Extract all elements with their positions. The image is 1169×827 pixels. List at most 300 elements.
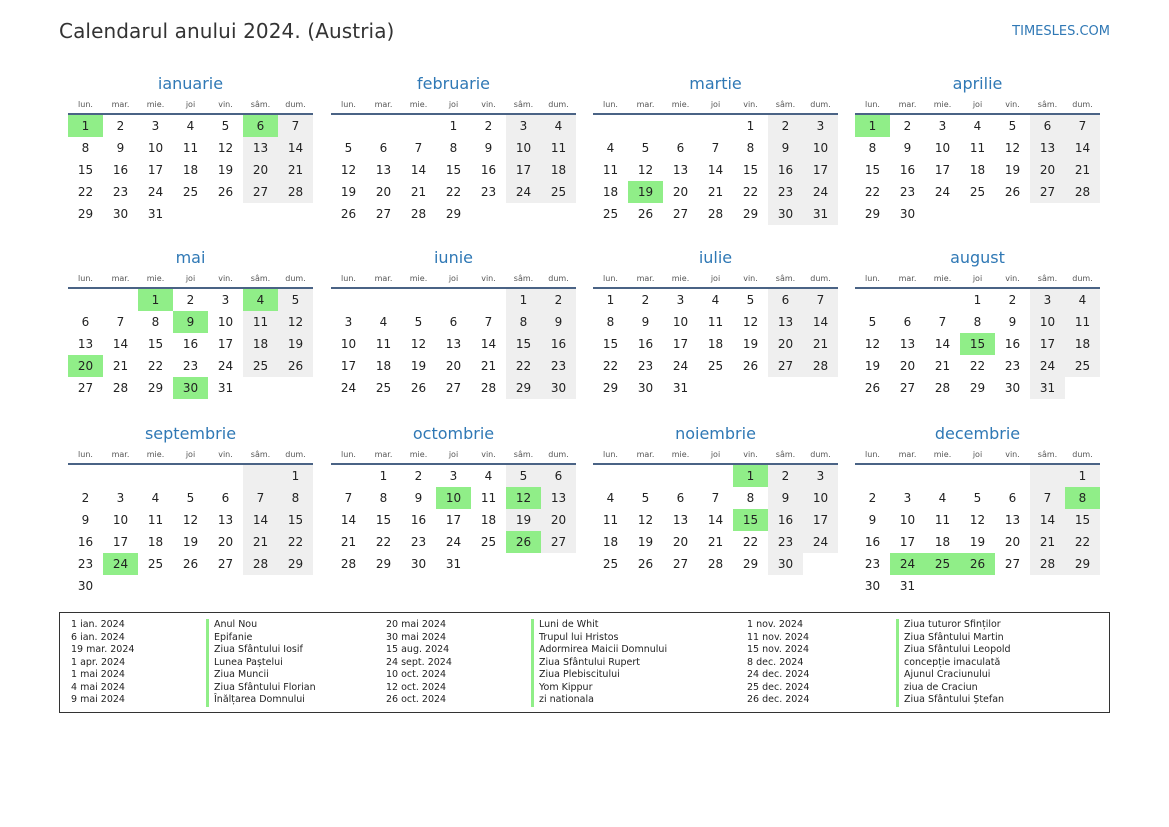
calendar-day: 22 (445, 185, 462, 199)
weekday-label: dum. (810, 274, 831, 283)
month-martie (593, 74, 838, 225)
calendar-day: 18 (602, 185, 619, 199)
weekday-label: lun. (865, 450, 880, 459)
calendar-day: 11 (541, 137, 576, 159)
empty-day (208, 465, 243, 487)
calendar-day: 25 (602, 557, 619, 571)
weekday-label: sâm. (250, 100, 271, 109)
calendar-day: 28 (340, 557, 357, 571)
empty-day (698, 115, 733, 137)
calendar-day: 29 (506, 377, 541, 399)
calendar-day: 10 (340, 337, 357, 351)
legend-holiday-name: Epifanie (206, 632, 316, 645)
calendar-day: 22 (969, 359, 986, 373)
calendar-day: 9 (868, 513, 877, 527)
legend-date: 8 dec. 2024 (747, 656, 804, 668)
calendar-day: 2 (81, 491, 90, 505)
calendar-day: 30 (541, 377, 576, 399)
day-grid (855, 465, 1100, 597)
calendar-day: 4 (973, 119, 982, 133)
calendar-day: 2 (186, 293, 195, 307)
calendar-day: 15 (506, 333, 541, 355)
calendar-day: 5 (746, 293, 755, 307)
empty-day (331, 115, 366, 137)
weekday-header (68, 99, 313, 115)
calendar-day: 1 (379, 469, 388, 483)
legend-date: 1 mai 2024 (71, 669, 125, 680)
legend-holiday-name: Ziua Sfântului Iosif (206, 644, 316, 657)
calendar-day: 5 (641, 491, 650, 505)
calendar-day: 3 (221, 293, 230, 307)
calendar-day: 28 (934, 381, 951, 395)
weekday-header (593, 99, 838, 115)
holiday-day: 25 (925, 553, 960, 575)
calendar-day: 10 (934, 141, 951, 155)
legend-date: 20 mai 2024 (386, 619, 447, 630)
calendar-day: 20 (375, 185, 392, 199)
legend-holiday-name: Ziua Sfântului Rupert (531, 657, 667, 670)
calendar-day: 5 (973, 491, 982, 505)
calendar-day: 5 (868, 315, 877, 329)
calendar-day: 28 (707, 207, 724, 221)
weekday-header (855, 273, 1100, 289)
day-grid (593, 465, 838, 575)
weekday-label: mar. (374, 274, 393, 283)
weekday-label: mie. (409, 450, 428, 459)
calendar-day: 25 (375, 381, 392, 395)
calendar-day: 17 (112, 535, 129, 549)
calendar-day: 13 (899, 337, 916, 351)
calendar-day: 8 (379, 491, 388, 505)
month-iunie (331, 248, 576, 399)
calendar-day: 28 (112, 381, 129, 395)
calendar-day: 13 (1030, 137, 1065, 159)
calendar-day: 26 (278, 355, 313, 377)
calendar-day: 22 (1065, 531, 1100, 553)
calendar-day: 17 (803, 509, 838, 531)
empty-day (173, 465, 208, 487)
holiday-day: 6 (243, 115, 278, 137)
empty-day (366, 289, 401, 311)
weekday-header (68, 449, 313, 465)
weekday-label: mie. (409, 100, 428, 109)
weekday-label: dum. (810, 450, 831, 459)
calendar-day: 25 (707, 359, 724, 373)
holiday-day: 8 (1065, 487, 1100, 509)
calendar-day: 23 (1004, 359, 1021, 373)
calendar-day: 21 (480, 359, 497, 373)
calendar-day: 7 (1030, 487, 1065, 509)
calendar-day: 22 (864, 185, 881, 199)
holiday-day: 4 (243, 289, 278, 311)
calendar-day: 7 (1065, 115, 1100, 137)
calendar-day: 4 (186, 119, 195, 133)
weekday-label: vin. (743, 450, 758, 459)
legend-holiday-name: Yom Kippur (531, 682, 667, 695)
calendar-day: 29 (602, 381, 619, 395)
weekday-label: dum. (1072, 274, 1093, 283)
weekday-label: vin. (481, 100, 496, 109)
calendar-day: 7 (243, 487, 278, 509)
calendar-day: 9 (903, 141, 912, 155)
weekday-label: dum. (548, 450, 569, 459)
calendar-day: 12 (278, 311, 313, 333)
calendar-day: 10 (506, 137, 541, 159)
calendar-day: 12 (742, 315, 759, 329)
calendar-day: 18 (707, 337, 724, 351)
calendar-day: 9 (768, 487, 803, 509)
page-title: Calendarul anului 2024. (Austria) (59, 19, 395, 43)
calendar-day: 4 (379, 315, 388, 329)
calendar-day: 7 (711, 141, 720, 155)
calendar-day: 26 (637, 207, 654, 221)
calendar-day: 1 (746, 119, 755, 133)
calendar-day: 27 (672, 207, 689, 221)
calendar-day: 21 (243, 531, 278, 553)
calendar-day: 21 (707, 535, 724, 549)
calendar-day: 29 (742, 557, 759, 571)
legend-dates-column (386, 619, 452, 707)
legend-holiday-name: Trupul lui Hristos (531, 632, 667, 645)
weekday-header (855, 449, 1100, 465)
legend-holiday-name: Anul Nou (206, 619, 316, 632)
calendar-day: 6 (221, 491, 230, 505)
legend-holiday-name: Ziua tuturor Sfinților (896, 619, 1011, 632)
calendar-day: 17 (340, 359, 357, 373)
weekday-label: vin. (1005, 100, 1020, 109)
calendar-day: 15 (147, 337, 164, 351)
weekday-label: vin. (481, 450, 496, 459)
calendar-day: 3 (803, 465, 838, 487)
empty-day (331, 465, 366, 487)
calendar-day: 19 (864, 359, 881, 373)
legend-date: 9 mai 2024 (71, 694, 125, 705)
calendar-day: 20 (1004, 535, 1021, 549)
empty-day (68, 465, 103, 487)
weekday-label: joi (972, 100, 983, 109)
calendar-day: 6 (676, 141, 685, 155)
calendar-day: 26 (217, 185, 234, 199)
calendar-day: 11 (147, 513, 164, 527)
calendar-day: 25 (602, 207, 619, 221)
calendar-day: 21 (1065, 159, 1100, 181)
holiday-day: 10 (436, 487, 471, 509)
calendar-day: 3 (803, 115, 838, 137)
calendar-day: 7 (344, 491, 353, 505)
calendar-day: 18 (602, 535, 619, 549)
weekday-label: mar. (898, 274, 917, 283)
weekday-header (331, 273, 576, 289)
calendar-day: 30 (768, 553, 803, 575)
calendar-day: 22 (147, 359, 164, 373)
calendar-day: 11 (480, 491, 497, 505)
calendar-day: 4 (606, 141, 615, 155)
empty-day (995, 465, 1030, 487)
calendar-day: 24 (803, 531, 838, 553)
calendar-day: 18 (969, 163, 986, 177)
holiday-day: 12 (506, 487, 541, 509)
month-title: septembrie (144, 424, 237, 443)
empty-day (925, 289, 960, 311)
month-noiembrie (593, 424, 838, 575)
calendar-day: 22 (375, 535, 392, 549)
calendar-day: 28 (1030, 553, 1065, 575)
day-grid (593, 289, 838, 399)
calendar-day: 22 (278, 531, 313, 553)
calendar-day: 11 (602, 513, 619, 527)
legend-holiday-name: Luni de Whit (531, 619, 667, 632)
calendar-day: 15 (445, 163, 462, 177)
calendar-day: 21 (340, 535, 357, 549)
calendar-day: 16 (541, 333, 576, 355)
calendar-day: 19 (742, 337, 759, 351)
legend-date: 26 oct. 2024 (386, 694, 447, 705)
calendar-day: 14 (803, 311, 838, 333)
calendar-day: 4 (938, 491, 947, 505)
calendar-day: 20 (672, 185, 689, 199)
calendar-day: 14 (934, 337, 951, 351)
calendar-day: 6 (541, 465, 576, 487)
holiday-day: 15 (733, 509, 768, 531)
legend-date: 6 ian. 2024 (71, 631, 125, 643)
calendar-day: 27 (768, 355, 803, 377)
calendar-day: 28 (243, 553, 278, 575)
calendar-day: 5 (278, 289, 313, 311)
calendar-day: 30 (112, 207, 129, 221)
calendar-day: 11 (243, 311, 278, 333)
calendar-day: 20 (768, 333, 803, 355)
calendar-day: 15 (602, 337, 619, 351)
day-grid (68, 289, 313, 399)
weekday-label: mar. (898, 100, 917, 109)
calendar-day: 12 (410, 337, 427, 351)
calendar-day: 14 (278, 137, 313, 159)
legend-date: 4 mai 2024 (71, 681, 125, 693)
calendar-day: 8 (606, 315, 615, 329)
empty-day (663, 465, 698, 487)
calendar-day: 1 (278, 465, 313, 487)
calendar-day: 29 (278, 553, 313, 575)
legend-dates-column (747, 619, 809, 707)
holiday-day: 1 (68, 115, 103, 137)
day-grid (855, 289, 1100, 399)
legend-date: 24 dec. 2024 (747, 669, 810, 680)
legend-date: 10 oct. 2024 (386, 669, 447, 680)
calendar-day: 29 (969, 381, 986, 395)
empty-day (628, 115, 663, 137)
weekday-label: dum. (1072, 450, 1093, 459)
calendar-day: 8 (868, 141, 877, 155)
weekday-label: mie. (671, 100, 690, 109)
calendar-day: 12 (182, 513, 199, 527)
weekday-label: sâm. (513, 274, 534, 283)
calendar-day: 30 (768, 203, 803, 225)
calendar-day: 9 (81, 513, 90, 527)
weekday-label: vin. (481, 274, 496, 283)
month-title: iunie (433, 248, 473, 267)
calendar-day: 24 (340, 381, 357, 395)
empty-day (663, 115, 698, 137)
calendar-day: 29 (1065, 553, 1100, 575)
calendar-day: 8 (973, 315, 982, 329)
weekday-label: mie. (933, 100, 952, 109)
calendar-day: 25 (182, 185, 199, 199)
calendar-day: 13 (243, 137, 278, 159)
calendar-day: 3 (151, 119, 160, 133)
weekday-label: mar. (374, 100, 393, 109)
calendar-day: 28 (410, 207, 427, 221)
month-title: august (950, 248, 1005, 267)
calendar-day: 23 (480, 185, 497, 199)
empty-day (925, 465, 960, 487)
calendar-day: 18 (243, 333, 278, 355)
calendar-day: 25 (243, 355, 278, 377)
calendar-day: 15 (375, 513, 392, 527)
calendar-day: 10 (147, 141, 164, 155)
site-link[interactable]: TIMESLES.COM (1012, 24, 1110, 39)
day-grid (331, 289, 576, 399)
calendar-day: 13 (768, 311, 803, 333)
calendar-day: 3 (676, 293, 685, 307)
weekday-label: joi (448, 450, 459, 459)
calendar-day: 4 (151, 491, 160, 505)
calendar-day: 23 (541, 355, 576, 377)
legend-holiday-name: Ziua Muncii (206, 669, 316, 682)
calendar-day: 20 (899, 359, 916, 373)
month-title: decembrie (934, 424, 1021, 443)
calendar-day: 24 (445, 535, 462, 549)
holiday-day: 26 (506, 531, 541, 553)
calendar-day: 10 (1030, 311, 1065, 333)
calendar-day: 30 (77, 579, 94, 593)
calendar-day: 3 (344, 315, 353, 329)
calendar-day: 5 (221, 119, 230, 133)
weekday-label: sâm. (250, 450, 271, 459)
calendar-day: 21 (410, 185, 427, 199)
calendar-day: 23 (768, 531, 803, 553)
calendar-day: 19 (1004, 163, 1021, 177)
legend-holiday-name: Ziua Plebiscitului (531, 669, 667, 682)
calendar-day: 11 (969, 141, 986, 155)
calendar-day: 23 (899, 185, 916, 199)
weekday-label: sâm. (775, 450, 796, 459)
calendar-day: 16 (77, 535, 94, 549)
calendar-day: 1 (1065, 465, 1100, 487)
calendar-day: 27 (243, 181, 278, 203)
calendar-day: 24 (506, 181, 541, 203)
empty-day (436, 289, 471, 311)
calendar-day: 13 (541, 487, 576, 509)
calendar-day: 4 (1065, 289, 1100, 311)
calendar-day: 11 (934, 513, 951, 527)
holiday-legend (59, 612, 1110, 713)
calendar-day: 5 (1008, 119, 1017, 133)
calendar-day: 7 (938, 315, 947, 329)
weekday-label: sâm. (1037, 100, 1058, 109)
calendar-day: 12 (1004, 141, 1021, 155)
weekday-header (855, 99, 1100, 115)
calendar-day: 16 (112, 163, 129, 177)
weekday-label: joi (710, 450, 721, 459)
calendar-day: 13 (375, 163, 392, 177)
calendar-day: 6 (81, 315, 90, 329)
legend-holiday-name: Ziua Sfântului Martin (896, 632, 1011, 645)
weekday-label: mie. (146, 274, 165, 283)
weekday-label: joi (710, 274, 721, 283)
calendar-day: 19 (506, 509, 541, 531)
day-grid (855, 115, 1100, 225)
calendar-day: 14 (707, 163, 724, 177)
calendar-day: 19 (410, 359, 427, 373)
weekday-label: lun. (78, 100, 93, 109)
legend-date: 25 dec. 2024 (747, 681, 810, 693)
calendar-day: 19 (217, 163, 234, 177)
holiday-day: 24 (103, 553, 138, 575)
calendar-day: 14 (1030, 509, 1065, 531)
calendar-day: 7 (116, 315, 125, 329)
calendar-day: 27 (217, 557, 234, 571)
calendar-day: 6 (449, 315, 458, 329)
empty-day (890, 289, 925, 311)
calendar-day: 9 (484, 141, 493, 155)
calendar-day: 21 (278, 159, 313, 181)
calendar-day: 22 (602, 359, 619, 373)
calendar-day: 5 (344, 141, 353, 155)
calendar-day: 7 (414, 141, 423, 155)
calendar-day: 13 (77, 337, 94, 351)
weekday-label: mie. (146, 100, 165, 109)
calendar-day: 24 (217, 359, 234, 373)
calendar-day: 27 (77, 381, 94, 395)
month-mai (68, 248, 313, 399)
calendar-day: 11 (182, 141, 199, 155)
calendar-day: 22 (742, 535, 759, 549)
empty-day (855, 465, 890, 487)
calendar-day: 19 (637, 535, 654, 549)
weekday-label: lun. (603, 274, 618, 283)
calendar-day: 20 (243, 159, 278, 181)
calendar-day: 9 (541, 311, 576, 333)
weekday-header (331, 99, 576, 115)
month-title: februarie (416, 74, 491, 93)
calendar-day: 23 (112, 185, 129, 199)
calendar-day: 12 (969, 513, 986, 527)
day-grid (68, 115, 313, 225)
calendar-day: 8 (81, 141, 90, 155)
weekday-label: sâm. (1037, 274, 1058, 283)
calendar-day: 2 (903, 119, 912, 133)
empty-day (1030, 465, 1065, 487)
weekday-label: vin. (743, 274, 758, 283)
weekday-header (68, 273, 313, 289)
calendar-day: 10 (803, 137, 838, 159)
empty-day (855, 289, 890, 311)
calendar-day: 24 (803, 181, 838, 203)
calendar-day: 9 (116, 141, 125, 155)
calendar-day: 1 (506, 289, 541, 311)
calendar-day: 13 (1004, 513, 1021, 527)
calendar-day: 1 (973, 293, 982, 307)
weekday-label: mar. (111, 100, 130, 109)
calendar-day: 16 (1004, 337, 1021, 351)
month-iulie (593, 248, 838, 399)
holiday-day: 26 (960, 553, 995, 575)
calendar-day: 18 (147, 535, 164, 549)
calendar-day: 14 (340, 513, 357, 527)
calendar-day: 23 (410, 535, 427, 549)
calendar-day: 4 (484, 469, 493, 483)
calendar-day: 30 (637, 381, 654, 395)
